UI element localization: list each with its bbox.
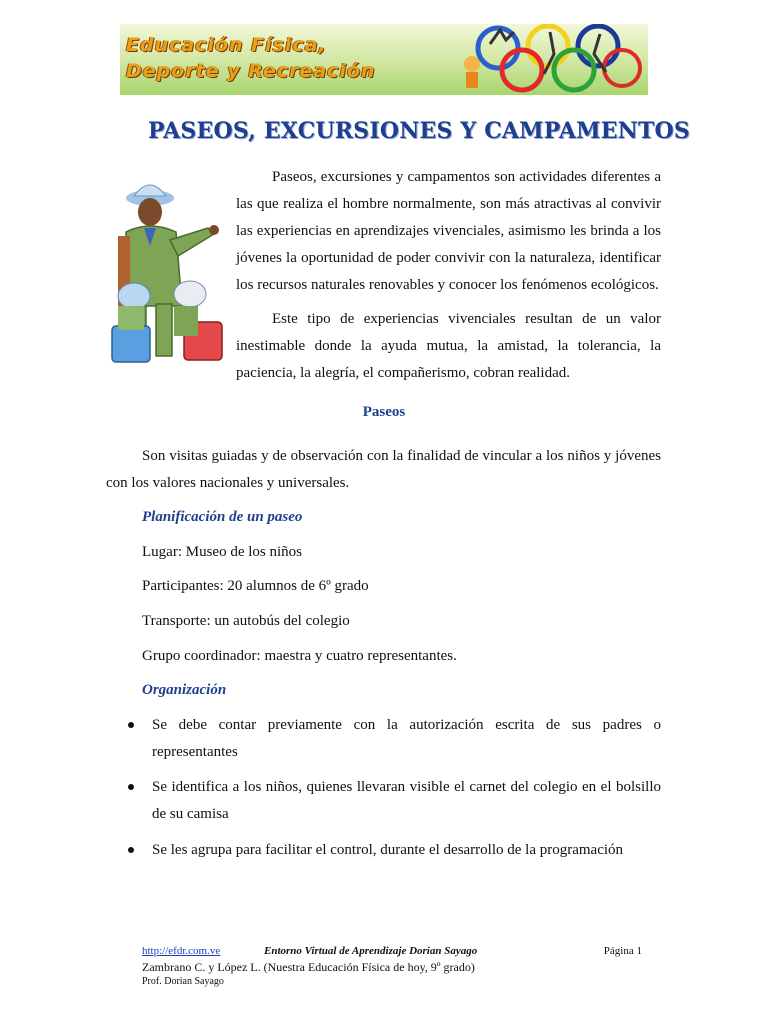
subheading-planificacion: Planificación de un paseo — [142, 509, 303, 525]
footer-center-text: Entorno Virtual de Aprendizaje Dorian Sayago — [264, 945, 478, 957]
list-item — [128, 837, 661, 864]
footer-prof: Prof. Dorian Sayago — [142, 976, 224, 987]
page-footer — [142, 945, 642, 957]
list-item-text: Se les agrupa para facilitar el control, durante el desarrollo de la programación — [152, 842, 624, 858]
section-heading-paseos: Paseos — [362, 404, 406, 420]
banner-title-line1: Educación Física, — [126, 34, 327, 56]
subheading-organizacion: Organización — [142, 682, 227, 698]
header-banner — [120, 24, 648, 95]
list-item — [128, 774, 661, 828]
paseos-paragraph: Son visitas guiadas y de observación con la finalidad de vincular a los niños y jóvenes con los valores nacionales y universales. — [106, 448, 661, 491]
plan-participantes: Participantes: 20 alumnos de 6º grado — [142, 578, 369, 594]
footer-page-number: Página 1 — [603, 945, 642, 957]
plan-transporte: Transporte: un autobús del colegio — [142, 613, 350, 629]
plan-lugar: Lugar: Museo de los niños — [142, 544, 302, 560]
bullet-icon — [128, 722, 134, 728]
list-item — [128, 712, 661, 766]
page-title: PASEOS, EXCURSIONES Y CAMPAMENTOS — [147, 118, 690, 144]
plan-grupo-coordinador: Grupo coordinador: maestra y cuatro representantes. — [142, 648, 457, 664]
guide-with-children-illustration — [104, 176, 228, 368]
list-item-text: Se debe contar previamente con la autorización escrita de sus padres o representantes — [152, 717, 661, 760]
olympic-rings-graphic — [450, 24, 648, 95]
intro-paragraph-2: Este tipo de experiencias vivenciales resultan de un valor inestimable donde la ayuda mutua, la amistad, la tolerancia, la paciencia, la alegría, el compañerismo, cobran realidad. — [236, 311, 661, 381]
banner-title-line2: Deporte y Recreación — [126, 60, 376, 82]
list-item-text: Se identifica a los niños, quienes llevaran visible el carnet del colegio en el bolsillo de su camisa — [152, 779, 661, 822]
footer-link[interactable]: http://efdr.com.ve — [142, 945, 221, 957]
footer-authors: Zambrano C. y López L. (Nuestra Educación Física de hoy, 9º grado) — [142, 960, 475, 974]
intro-paragraph-1: Paseos, excursiones y campamentos son actividades diferentes a las que realiza el hombre normalmente, son más atractivas al convivir las experiencias en aprendizajes vivenciales, asimismo les brinda a los jóvenes la oportunidad de poder convivir con la naturaleza, identificar los recursos naturales renovables y conocer los fenómenos ecológicos. — [236, 169, 661, 293]
bullet-icon — [128, 784, 134, 790]
bullet-icon — [128, 847, 134, 853]
